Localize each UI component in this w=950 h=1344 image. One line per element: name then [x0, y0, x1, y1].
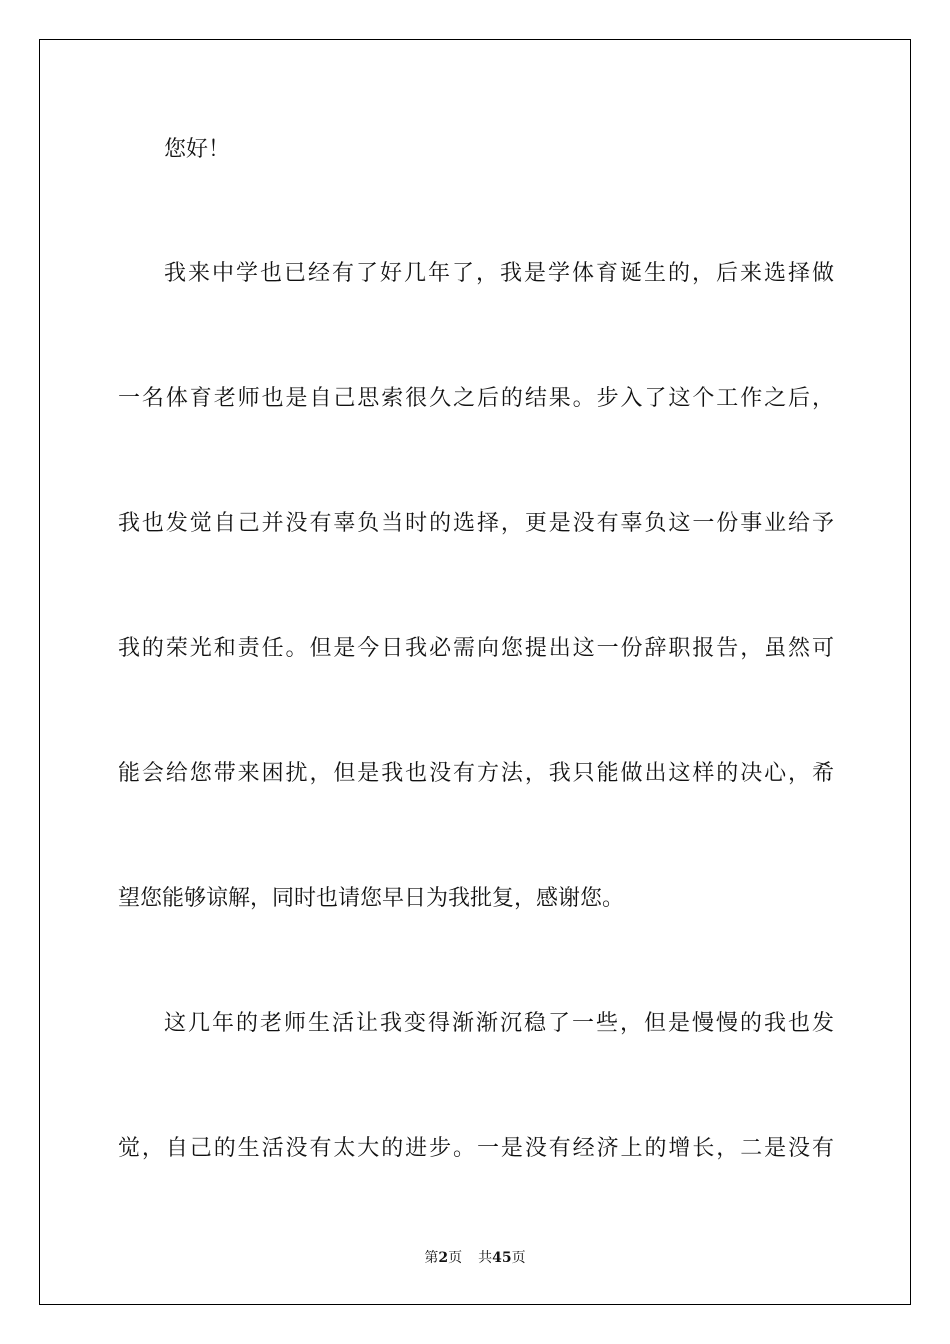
- footer-total-suffix: 页: [511, 1250, 526, 1266]
- footer-page-prefix: 第: [424, 1250, 439, 1266]
- paragraph-line-5: 能会给您带来困扰，但是我也没有方法，我只能做出这样的决心，希: [118, 761, 834, 786]
- paragraph-line-8: 觉，自己的生活没有太大的进步。一是没有经济上的增长，二是没有: [118, 1136, 834, 1161]
- page-footer: [0, 1247, 950, 1267]
- paragraph-line-4: 我的荣光和责任。但是今日我必需向您提出这一份辞职报告，虽然可: [118, 636, 834, 661]
- paragraph-line-7: 这几年的老师生活让我变得渐渐沉稳了一些，但是慢慢的我也发: [164, 1011, 834, 1036]
- paragraph-line-2: 一名体育老师也是自己思索很久之后的结果。步入了这个工作之后，: [118, 386, 834, 411]
- paragraph-line-1: 我来中学也已经有了好几年了，我是学体育诞生的，后来选择做: [164, 261, 834, 286]
- footer-page-number: 2: [438, 1250, 449, 1266]
- footer-total-prefix: 共: [478, 1250, 493, 1266]
- paragraph-line-3: 我也发觉自己并没有辜负当时的选择，更是没有辜负这一份事业给予: [118, 511, 834, 536]
- footer-page-suffix: 页: [448, 1250, 463, 1266]
- greeting-line: 您好！: [164, 137, 231, 162]
- paragraph-line-6: 望您能够谅解，同时也请您早日为我批复，感谢您。: [118, 886, 625, 911]
- footer-total-pages: 45: [492, 1250, 512, 1266]
- page-border: [39, 39, 911, 1305]
